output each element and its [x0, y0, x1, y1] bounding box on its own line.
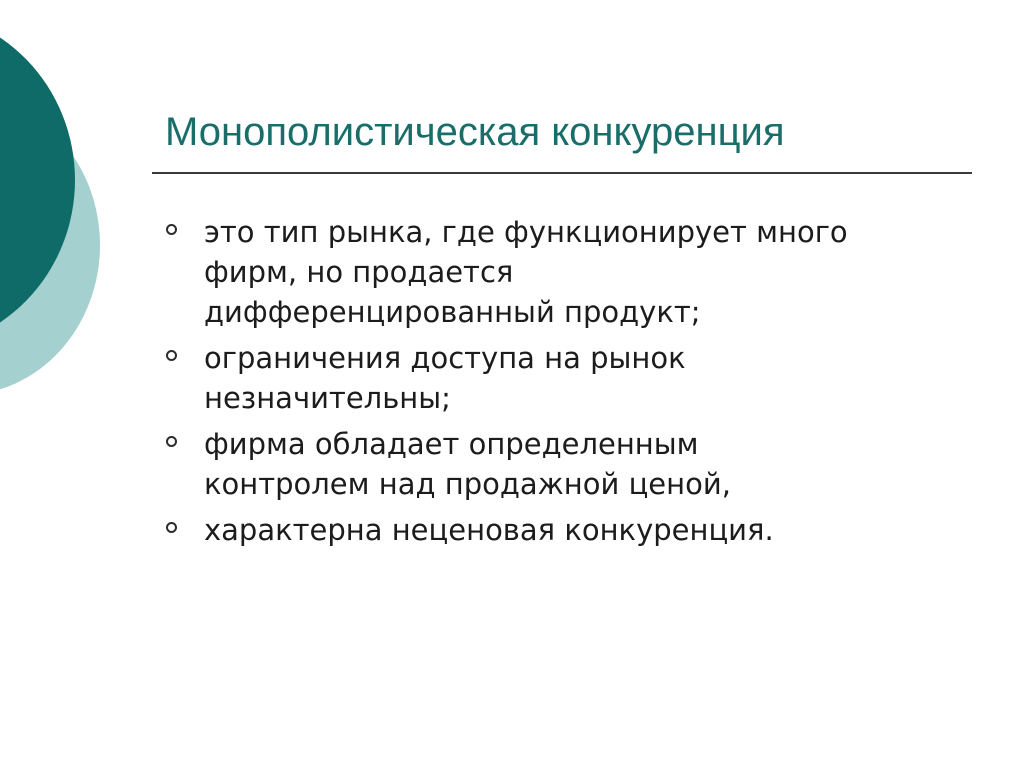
title-divider [152, 172, 972, 174]
hollow-circle-bullet-icon [166, 224, 177, 235]
hollow-circle-bullet-icon [166, 350, 177, 361]
bullet-line: ограничения доступа на рынок [204, 341, 686, 375]
bullet-line: фирм, но продается [204, 255, 514, 289]
bullet-item [160, 510, 960, 550]
bullet-item [160, 424, 960, 504]
bullet-line: это тип рынка, где функционирует много [204, 215, 848, 249]
slide-title: Монополистическая конкуренция [165, 110, 785, 154]
bullet-line: дифференцированный продукт; [204, 295, 701, 329]
bullet-line: незначительны; [204, 381, 451, 415]
hollow-circle-bullet-icon [166, 436, 177, 447]
bullet-list [160, 212, 960, 556]
hollow-circle-bullet-icon [166, 522, 177, 533]
bullet-line: фирма обладает определенным [204, 427, 699, 461]
bullet-item [160, 338, 960, 418]
bullet-line: характерна неценовая конкуренция. [204, 513, 774, 547]
bullet-line: контролем над продажной ценой, [204, 467, 731, 501]
bullet-item [160, 212, 960, 332]
